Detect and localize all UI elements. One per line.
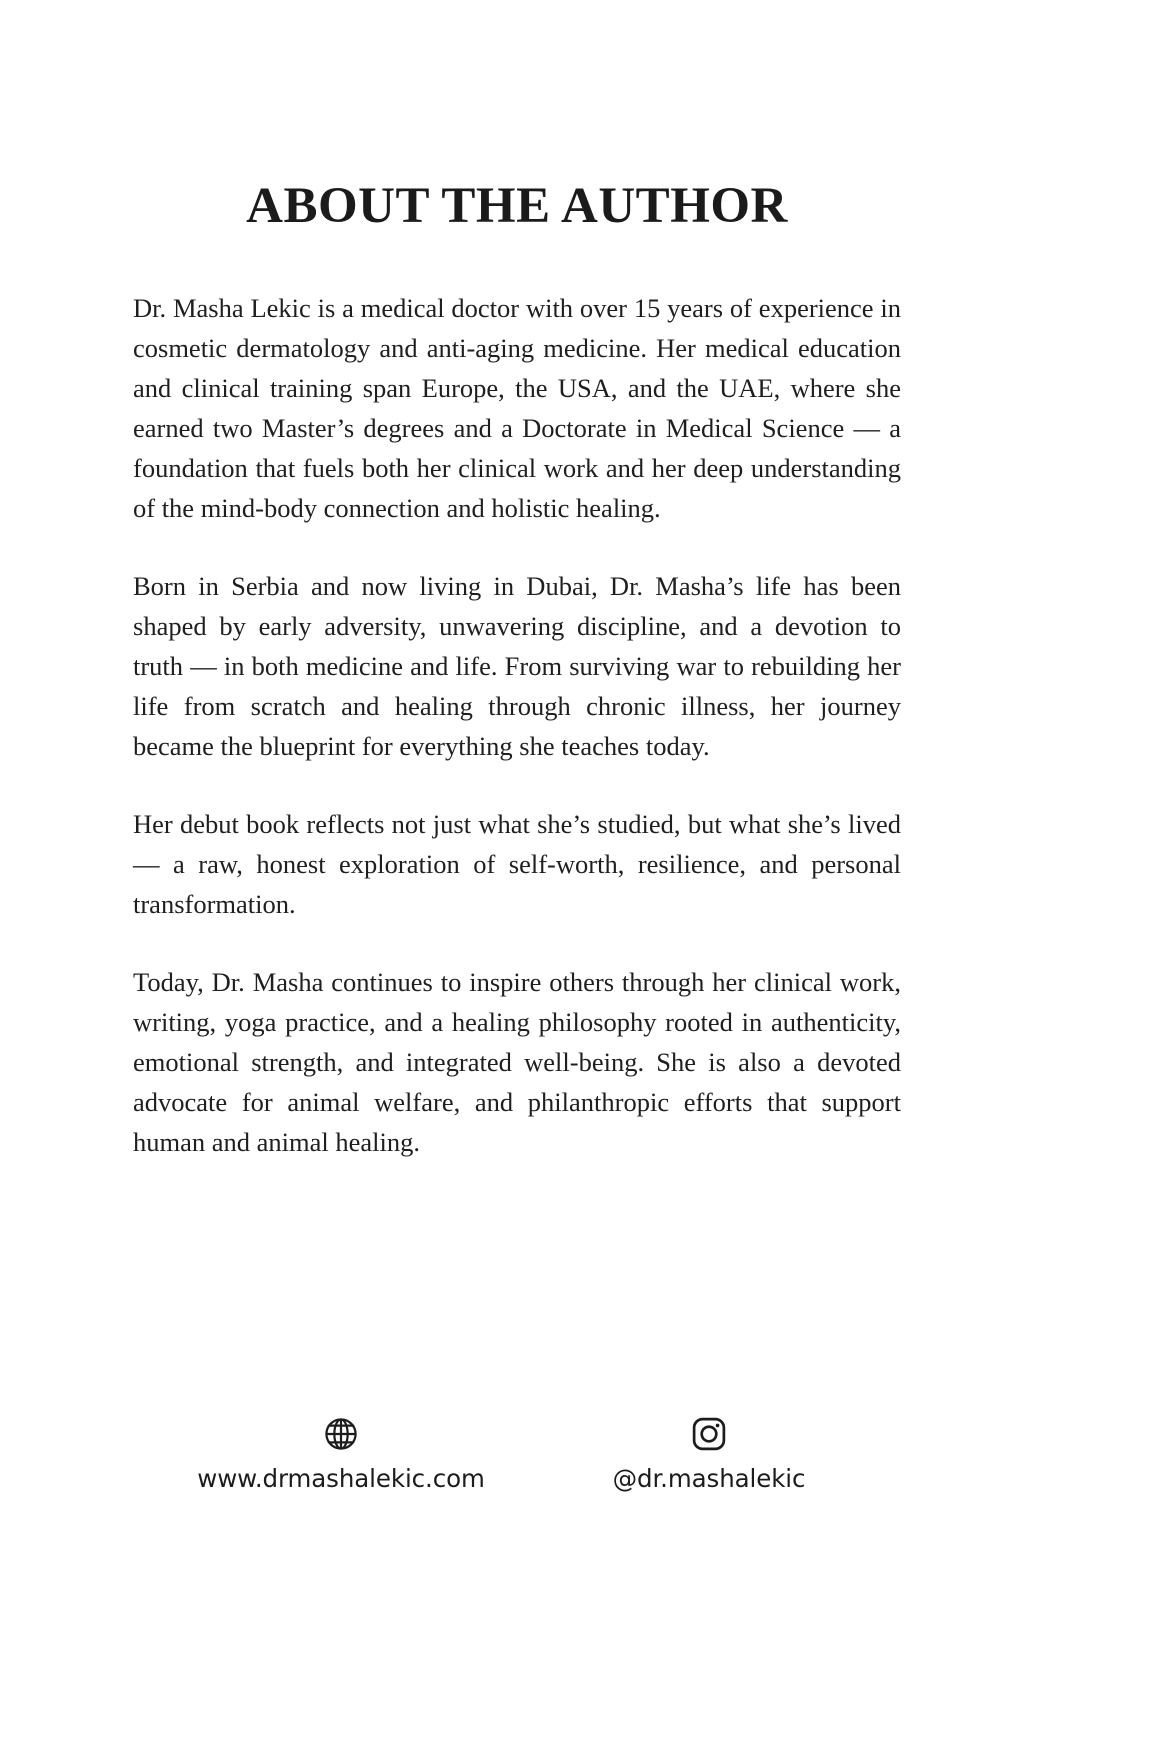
website-label: www.drmashalekic.com (197, 1464, 485, 1493)
paragraph-2: Born in Serbia and now living in Dubai, Dr. Masha’s life has been shaped by early adversity, unwavering discipline, and a devotion to truth — in both medicine and life. From surviving war to rebuilding her life from scratch and healing through chronic illness, her journey became the blueprint for everything she teaches today. (133, 571, 901, 762)
footer-website-link[interactable] (171, 1415, 511, 1493)
paragraph-1: Dr. Masha Lekic is a medical doctor with over 15 years of experience in cosmetic dermatology and anti-aging medicine. Her medical education and clinical training span Europe, the USA, and the UAE, where she earned two Master’s degrees and a Doctorate in Medical Science — a foundation that fuels both her clinical work and her deep understanding of the mind-body connection and holistic healing. (133, 293, 901, 524)
paragraph-3: Her debut book reflects not just what she’s studied, but what she’s lived — a raw, honest exploration of self-worth, resilience, and personal transformation. (133, 809, 901, 920)
footer (133, 1415, 901, 1493)
instagram-icon (690, 1415, 728, 1453)
instagram-label: @dr.mashalekic (612, 1464, 806, 1493)
body-copy (133, 288, 901, 1162)
page-title: ABOUT THE AUTHOR (246, 178, 788, 234)
document-content (133, 0, 901, 1162)
footer-instagram-link[interactable] (539, 1415, 879, 1493)
paragraph-4: Today, Dr. Masha continues to inspire others through her clinical work, writing, yoga practice, and a healing philosophy rooted in authenticity, emotional strength, and integrated well-being. She is also a devoted advocate for animal welfare, and philanthropic efforts that support human and animal healing. (133, 967, 901, 1158)
globe-icon (322, 1415, 360, 1453)
